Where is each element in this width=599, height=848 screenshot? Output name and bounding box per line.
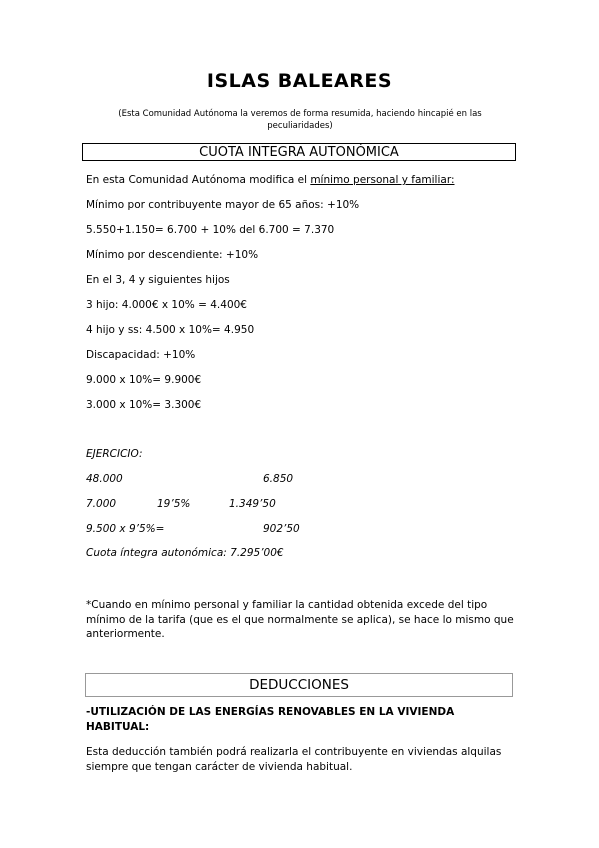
exercise-label: EJERCICIO: xyxy=(86,448,143,460)
exercise-cell: 48.000 xyxy=(86,473,123,485)
page-subtitle: (Esta Comunidad Autónoma la veremos de forma resumida, haciendo hincapié en las peculiaridades) xyxy=(118,109,482,131)
text-line: Discapacidad: +10% xyxy=(86,349,196,361)
subsection-heading: -UTILIZACIÓN DE LAS ENERGÍAS RENOVABLES EN LA VIVIENDA HABITUAL: xyxy=(86,706,455,733)
intro-underlined: mínimo personal y familiar: xyxy=(310,174,455,186)
exercise-cell: 9.500 x 9’5%= xyxy=(86,523,165,535)
intro-line xyxy=(86,174,454,186)
text-line: 3.000 x 10%= 3.300€ xyxy=(86,399,202,411)
section-heading-cuota: CUOTA INTEGRA AUTONÓMICA xyxy=(82,143,516,161)
page-title: ISLAS BALEARES xyxy=(206,70,393,92)
footnote: *Cuando en mínimo personal y familiar la cantidad obtenida excede del tipo mínimo de la tarifa (que es el que normalmente se aplica), se hace lo mismo que anteriormente. xyxy=(86,599,514,640)
section-heading-deducciones: DEDUCCIONES xyxy=(85,673,513,697)
exercise-cell: 6.850 xyxy=(263,473,294,485)
text-line: 5.550+1.150= 6.700 + 10% del 6.700 = 7.370 xyxy=(86,224,335,236)
text-line: 4 hijo y ss: 4.500 x 10%= 4.950 xyxy=(86,324,255,336)
body-paragraph: Esta deducción también podrá realizarla el contribuyente en viviendas alquilas siempre que tengan carácter de vivienda habitual. xyxy=(86,746,502,773)
text-line: 3 hijo: 4.000€ x 10% = 4.400€ xyxy=(86,299,247,311)
text-line: 9.000 x 10%= 9.900€ xyxy=(86,374,202,386)
text-line: Mínimo por contribuyente mayor de 65 años: +10% xyxy=(86,199,360,211)
exercise-cell: 19’5% xyxy=(157,498,191,510)
exercise-total: Cuota íntegra autonómica: 7.295’00€ xyxy=(86,547,284,559)
exercise-cell: 7.000 xyxy=(86,498,117,510)
text-line: Mínimo por descendiente: +10% xyxy=(86,249,259,261)
intro-prefix: En esta Comunidad Autónoma modifica el xyxy=(86,174,311,186)
text-line: En el 3, 4 y siguientes hijos xyxy=(86,274,230,286)
exercise-cell: 902’50 xyxy=(263,523,300,535)
exercise-cell: 1.349’50 xyxy=(229,498,276,510)
